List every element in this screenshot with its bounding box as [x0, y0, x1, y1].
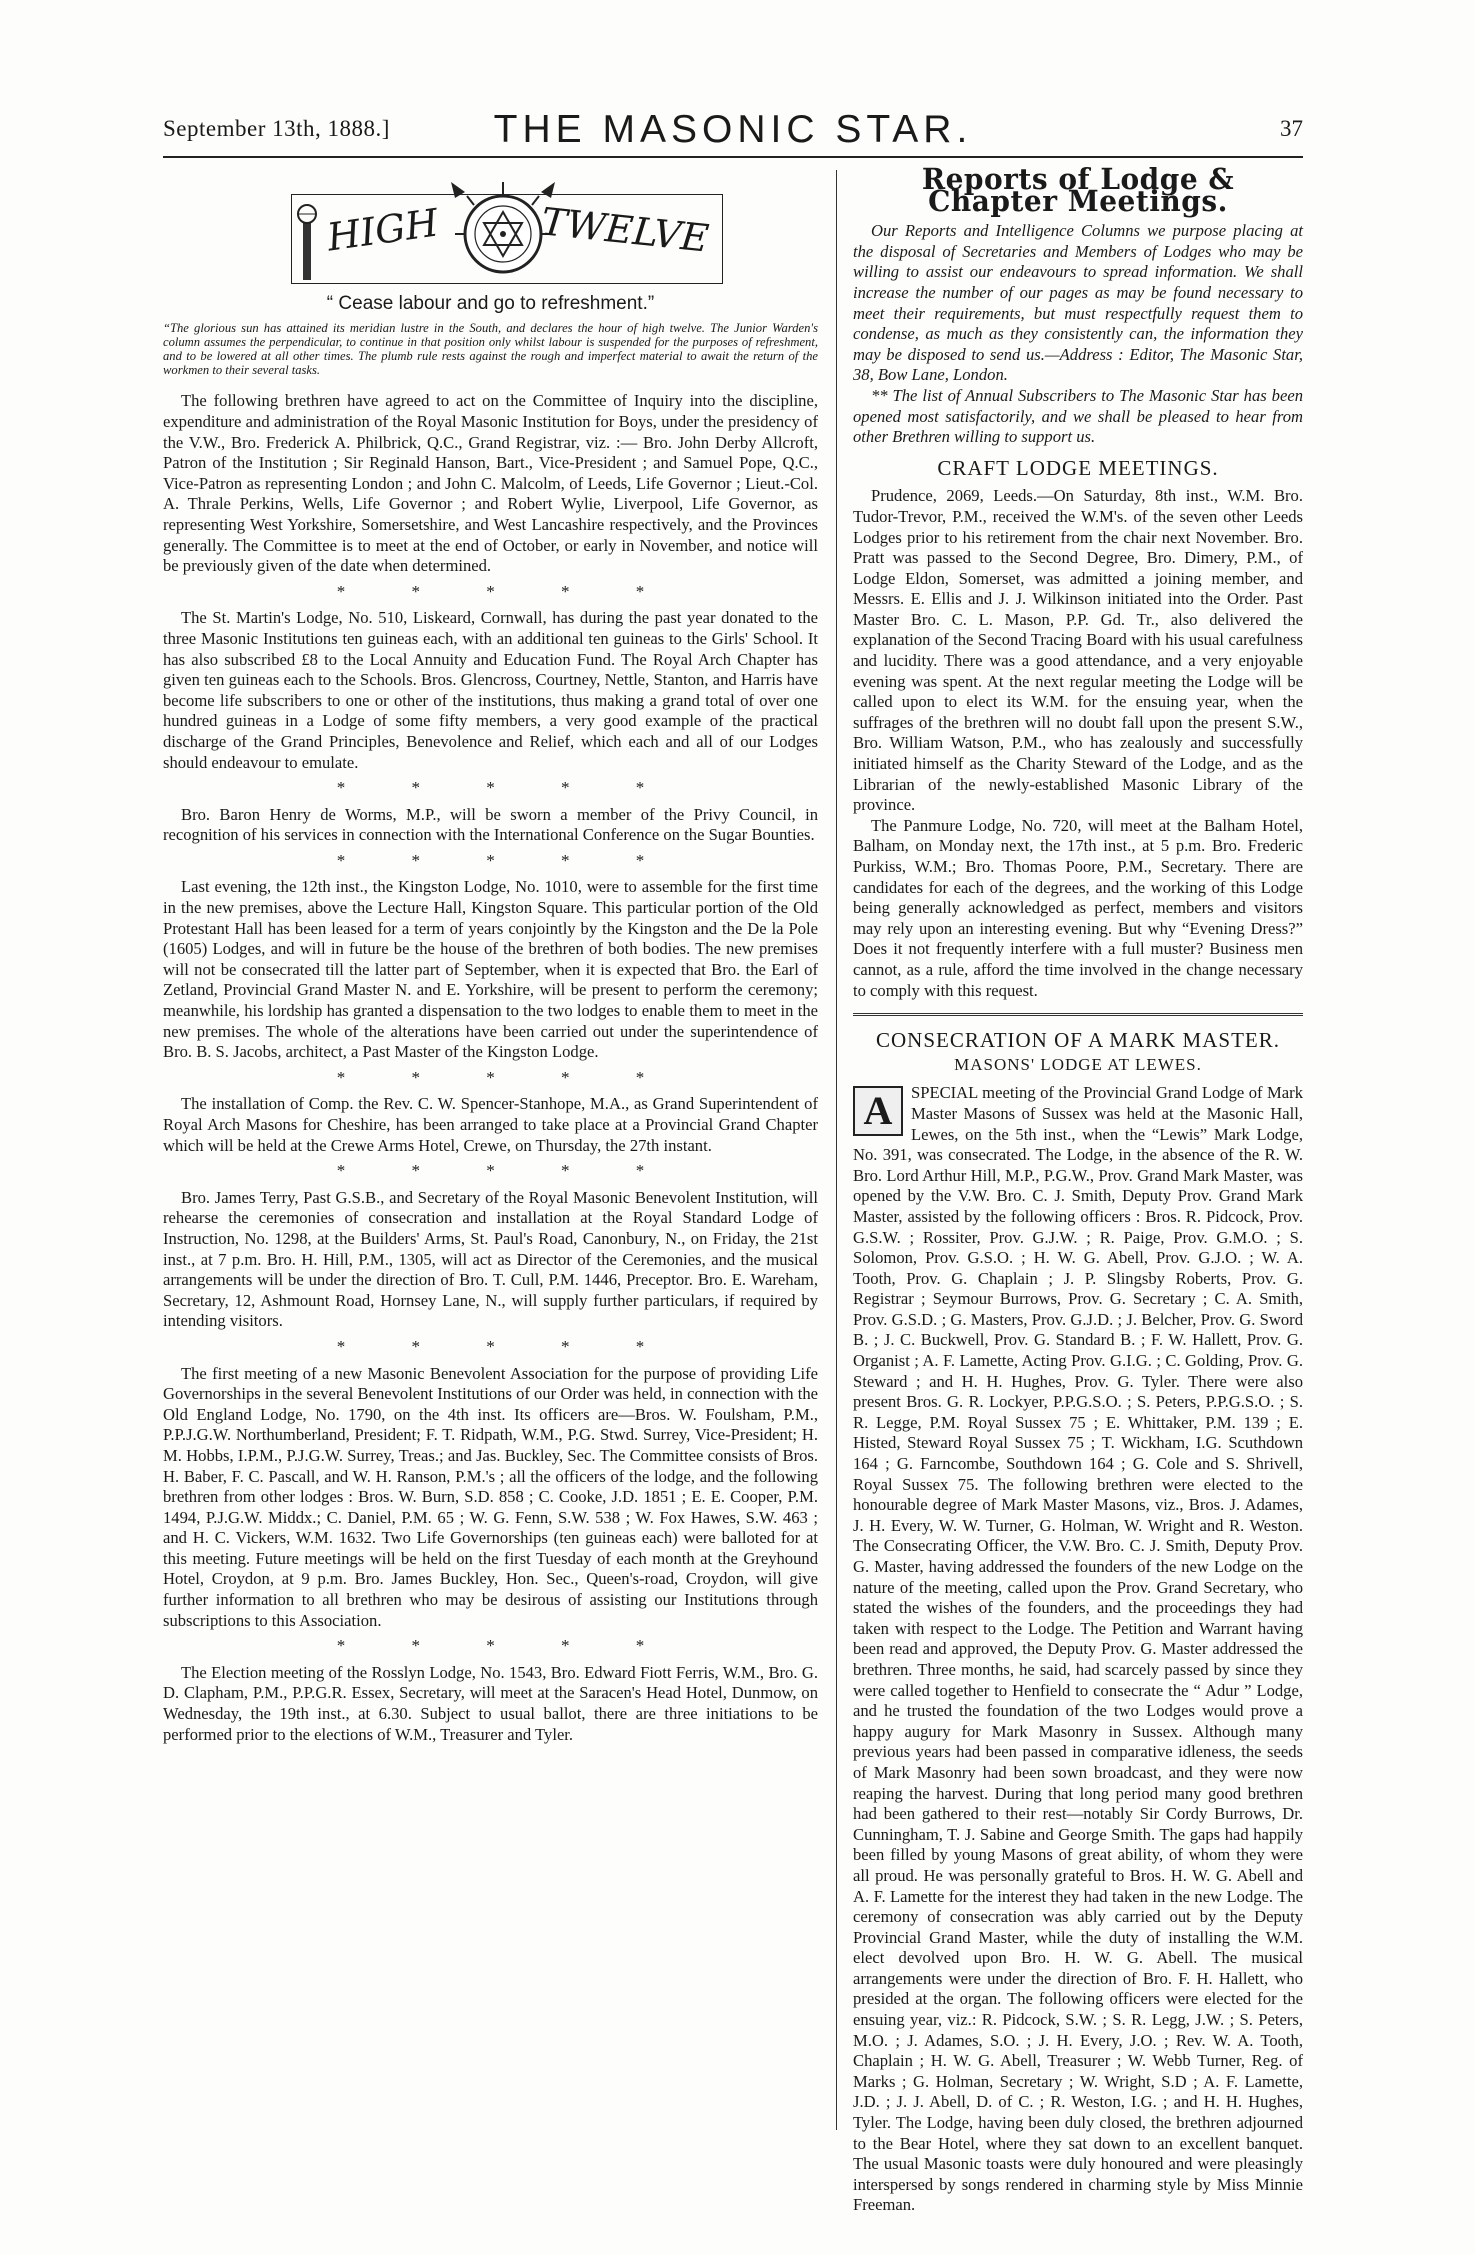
- article-kingston-lodge: Last evening, the 12th inst., the Kingston Lodge, No. 1010, were to assemble for the first time in the new premises, above the Lecture Hall, Kingston Square. This particular portion of the Old Protestant Hall has been leased for a term of years conjointly by the Kingston and the De la Pole (1605) Lodges, and will in future be the house of the brethren of both bodies. The new premises will not be consecrated till the latter part of September, when it is expected that Bro. the Earl of Zetland, Provincial Grand Master N. and E. Yorkshire, will be present to perform the ceremony; meanwhile, his lordship has granted a dispensation to the two lodges to enable them to meet in the new premises. The whole of the alterations have been carried out under the superintendence of Bro. B. S. Jacobs, architect, a Past Master of the Kingston Lodge.: [163, 877, 818, 1062]
- article-committee-inquiry: The following brethren have agreed to act on the Committee of Inquiry into the discipline, expenditure and administration of the Royal Masonic Institution for Boys, under the presidency of the V.W., Bro. Frederick A. Philbrick, Q.C., Grand Registrar, viz. :— Bro. John Derby Allcroft, Patron of the Institution ; Sir Reginald Hanson, Bart., Vice-President ; and Samuel Pope, Q.C., Vice-Patron as representing London ; and John C. Malcolm, of Leeds, Life Governor ; Lieut.-Col. A. Thrale Perkins, Wells, Life Governor ; and Robert Wylie, Liverpool, Life Governor, as representing West Yorkshire, Somersetshire, and West Lancashire respectively, and the Provinces generally. The Committee is to meet at the end of October, or early in November, and notice will be previously given of the date when determined.: [163, 391, 818, 576]
- header-rule: [163, 156, 1303, 158]
- report-prudence-lodge: Prudence, 2069, Leeds.—On Saturday, 8th inst., W.M. Bro. Tudor-Trevor, P.M., received the W.M's. of the seven other Leeds Lodges prior to his retirement from the chair next November. Bro. Pratt was passed to the Second Degree, Bro. Dimery, P.M., of Lodge Eldon, Somerset, was admitted a joining member, and Messrs. E. Ellis and J. J. Wilkinson initiated into the Order. Past Master Bro. C. L. Mason, P.P. Gd. Tr., also delivered the explanation of the Second Tracing Board with his usual carefulness and lucidity. There was a good attendance, and a very enjoyable evening was spent. At the next regular meeting the Lodge will be called upon to elect its W.M. for the ensuing year, when the suffrages of the brethren will no doubt fall upon the present S.W., Bro. William Watson, P.M., who has zealously and successfully initiated himself as the Charity Steward of the Lodge, and as the Librarian of the newly-established Masonic Library of the province.: [853, 486, 1303, 815]
- reports-intro: Our Reports and Intelligence Columns we purpose placing at the disposal of Secretaries and Members of Lodges who may be willing to assist our endeavours to spread information. We shall increase the number of our pages as may be found necessary to meet their requirements, but must respectfully request them to condense, as much as they consistently can, the information they may be disposed to send us.—Address : Editor, The Masonic Star, 38, Bow Lane, London.: [853, 221, 1303, 385]
- report-panmure-lodge: The Panmure Lodge, No. 720, will meet at the Balham Hotel, Balham, on Monday next, the 17th inst., at 5 p.m. Bro. Frederic Purkiss, W.M.; Bro. Thomas Poore, P.M., Secretary. There are candidates for each of the degrees, and the working of this Lodge being generally acknowledged as perfect, members and visitors may rely upon an interesting evening. But why “Evening Dress?” Does it not frequently interfere with a full muster? Business men cannot, as a rule, afford the time involved in the change necessary to comply with this request.: [853, 815, 1303, 1000]
- article-james-terry: Bro. James Terry, Past G.S.B., and Secretary of the Royal Masonic Benevolent Institution, will rehearse the ceremonies of consecration and installation at the Royal Standard Lodge of Instruction, No. 1298, at the Builders' Arms, St. Paul's Road, Canonbury, N., on Friday, the 21st inst., at 7 p.m. Bro. H. Hill, P.M., 1305, will act as Director of the Ceremonies, and the musical arrangements will be under the direction of Bro. T. Cull, P.M. 1446, Preceptor. Bro. E. Wareham, Secretary, 12, Ashmount Road, Hornsey Lane, N., will supply further particulars, if required by intending visitors.: [163, 1187, 818, 1331]
- reports-heading: Reports of Lodge & Chapter Meetings.: [921, 161, 1235, 218]
- article-benevolent-association: The first meeting of a new Masonic Benevolent Association for the purpose of providing Life Governorships in the several Benevolent Institutions of our Order was held, in connection with the Old England Lodge, No. 1790, on the 4th inst. Its officers are—Bros. W. Foulsham, P.M., P.P.J.G.W. Northumberland, President; F. T. Ridpath, W.M., P.G. Stwd. Surrey, Vice-President; H. M. Hobbs, I.P.M., P.J.G.W. Surrey, Treas.; and Jas. Buckley, Sec. The Committee consists of Bros. H. Baber, F. C. Pascall, and W. H. Ranson, P.M.'s ; all the officers of the lodge, and the following brethren from other lodges : Bros. W. Burn, S.D. 858 ; C. Cooke, J.D. 1851 ; E. E. Cooper, P.M. 1494, P.J.G.W. Middx.; C. Daniel, P.M. 65 ; W. G. Fenn, S.W. 538 ; W. Fox Hawes, S.W. 463 ; and H. C. Vickers, W.M. 1632. Two Life Governorships (ten guineas each) were balloted for at this meeting. Future meetings will be held on the first Tuesday of each month at the Greyhound Hotel, Croydon, at 9 p.m. Bro. James Buckley, Hon. Sec., Queen's-road, Croydon, will give further information to all brethren who may be desirous of assisting our Institutions through subscriptions to this Association.: [163, 1363, 818, 1630]
- issue-date: September 13th, 1888.]: [163, 116, 390, 141]
- article-rosslyn-lodge: The Election meeting of the Rosslyn Lodge, No. 1543, Bro. Edward Fiott Ferris, W.M., Bro. G. D. Clapham, P.M., P.P.G.R. Essex, Secretary, will meet at the Saracen's Head Hotel, Dunmow, on Wednesday, the 19th inst., at 6.30. Subject to usual ballot, there are three initiations to be performed prior to the elections of W.M., Treasurer and Tyler.: [163, 1662, 818, 1744]
- subscribers-note: ** The list of Annual Subscribers to The Masonic Star has been opened most satisfactorily, and we shall be pleased to hear from other Brethren willing to support us.: [853, 385, 1303, 447]
- consecration-heading: CONSECRATION OF A MARK MASTER.: [876, 1028, 1280, 1053]
- section-separator: * * * * *: [336, 1336, 645, 1356]
- newspaper-title: THE MASONIC STAR.: [493, 108, 973, 151]
- consecration-report: [853, 1083, 1303, 2216]
- article-spencer-stanhope: The installation of Comp. the Rev. C. W. Spencer-Stanhope, M.A., as Grand Superintendent of Royal Arch Masons for Cheshire, has been arranged to take place at a Provincial Grand Chapter which will be held at the Crewe Arms Hotel, Crewe, on Thursday, the 27th instant.: [163, 1094, 818, 1155]
- banner-motto: “The glorious sun has attained its meridian lustre in the South, and declares the hour of high twelve. The Junior Warden's column assumes the perpendicular, to continue in that position only whilst labour is suspended for the purposes of refreshment, and to be lowered at all other times. The plumb rule rests against the rough and imperfect material to await the return of the workmen to their several tasks.: [163, 320, 818, 378]
- section-separator: * * * * *: [336, 778, 645, 798]
- section-separator: * * * * *: [336, 1161, 645, 1181]
- banner-word-high: HIGH: [324, 200, 442, 260]
- section-separator: * * * * *: [336, 850, 645, 870]
- banner-word-twelve: TWELVE: [539, 199, 711, 261]
- left-column: [163, 170, 818, 1745]
- high-twelve-banner: [291, 178, 721, 288]
- craft-lodge-heading: CRAFT LODGE MEETINGS.: [937, 455, 1219, 480]
- page-number: 37: [1280, 116, 1303, 141]
- article-de-worms: Bro. Baron Henry de Worms, M.P., will be sworn a member of the Privy Council, in recognition of his services in connection with the International Conference on the Sugar Bounties.: [163, 804, 818, 845]
- section-rule: [853, 1013, 1303, 1016]
- section-separator: * * * * *: [336, 581, 645, 601]
- section-separator: * * * * *: [336, 1067, 645, 1087]
- consecration-body: SPECIAL meeting of the Provincial Grand Lodge of Mark Master Masons of Sussex was held at the Masonic Hall, Lewes, on the 5th inst., when the “Lewis” Mark Lodge, No. 391, was consecrated. The Lodge, in the absence of the R. W. Bro. Lord Arthur Hill, M.P., P.G.W., Prov. Grand Mark Master, was opened by the V.W. Bro. C. J. Smith, Deputy Prov. Grand Mark Master, assisted by the following officers : Bros. R. Pidcock, Prov. G.S.W. ; Rossiter, Prov. G.J.W. ; R. Paige, Prov. G.M.O. ; S. Solomon, Prov. G.S.O. ; H. W. G. Abell, Prov. G.J.O. ; W. A. Tooth, Prov. G. Chaplain ; J. P. Slingsby Roberts, Prov. G. Registrar ; Seymour Burrows, Prov. G. Secretary ; C. A. Smith, Prov. G.S.D. ; G. Masters, Prov. G.J.D. ; J. Belcher, Prov. G. Sword B. ; J. C. Buckwell, Prov. G. Standard B. ; F. W. Hallett, Prov. G. Organist ; A. F. Lamette, Acting Prov. G.I.G. ; C. Golding, Prov. G. Steward ; and H. H. Hughes, Prov. G. Tyler. There were also present Bros. G. R. Lockyer, P.P.G.S.O. ; S. Peters, P.P.G.S.O. ; S. R. Legge, P.M. Royal Sussex 75 ; E. Whittaker, P.M. 139 ; E. Histed, Steward Royal Sussex 75 ; T. Wickham, I.G. Scuthdown 164 ; G. Farncombe, Southdown 164 ; G. Cole and S. Shrivell, Royal Sussex 75. The following brethren were elected to the honourable degree of Mark Master Masons, viz., Bros. J. Adames, J. H. Every, W. W. Turner, G. Holman, W. Wright and R. Weston. The Consecrating Officer, the V.W. Bro. C. J. Smith, Deputy Prov. G. Master, having addressed the founders of the new Lodge on the nature of the meeting, called upon the Prov. Grand Secretary, who stated the wishes of the founders, and the proceedings they had taken with respect to the Lodge. The Petition and Warrant having been read and approved, the Deputy Prov. G. Master addressed the brethren. Three months, he said, had scarcely passed by since they were called together to Henfield to consecrate the “ Adur ” Lodge, and he trusted the foundation of the two Lodges would prove a happy augury for Mark Masonry in Sussex. Although many previous years had been passed in comparative idleness, the seeds of Mark Masonry had been sown broadcast, and they were now reaping the harvest. During that long period many good brethren had been gathered to their rest—notably Sir Cordy Burrows, Dr. Cunningham, T. J. Sabine and George Smith. The gaps had happily been filled by young Masons of great ability, of whom they were all proud. He was personally grateful to Bros. H. W. G. Abell and A. F. Lamette for the interest they had taken in the new Lodge. The ceremony of consecration was ably carried out by the Deputy Provincial Grand Master, while the duty of installing the W.M. elect devolved upon Bro. H. W. G. Abell. The musical arrangements were under the direction of Bro. F. H. Hallett, who presided at the organ. The following officers were elected for the ensuing year, viz.: R. Pidcock, S.W. ; S. R. Legg, J.W. ; S. Peters, M.O. ; J. Adames, S.O. ; J. H. Every, J.O. ; Rev. W. A. Tooth, Chaplain ; H. W. G. Abell, Treasurer ; W. Webb Turner, Reg. of Marks ; G. Holman, Secretary ; W. Wright, S.D ; A. F. Lamette, J.D. ; J. J. Abell, D. of C. ; R. Weston, I.G. ; and H. H. Hughes, Tyler. The Lodge, having been duly closed, the brethren adjourned to the Bear Hotel, where they sat down to an excellent banquet. The usual Masonic toasts were duly honoured and were pleasingly interspersed by songs rendered in charming style by Miss Minnie Freeman.: [853, 1083, 1303, 2215]
- section-separator: * * * * *: [336, 1636, 645, 1656]
- drop-cap: A: [853, 1086, 903, 1136]
- column-divider: [836, 170, 837, 2130]
- banner-caption: “ Cease labour and go to refreshment.”: [326, 293, 655, 314]
- right-column: [853, 161, 1303, 2216]
- consecration-subheading: MASONS' LODGE AT LEWES.: [954, 1054, 1202, 1074]
- masthead: [163, 108, 1303, 158]
- article-st-martins-lodge: The St. Martin's Lodge, No. 510, Liskeard, Cornwall, has during the past year donated to the three Masonic Institutions ten guineas each, with an additional ten guineas to the Girls' School. It has also subscribed £8 to the Local Annuity and Education Fund. The Royal Arch Chapter has given ten guineas each to the Schools. Bros. Glencross, Courtney, Nettle, Stanton, and Harris have become life subscribers to one or other of the institutions, thus making a grand total of over one hundred guineas in a Lodge of some fifty members, a very good example of the practical discharge of the Grand Principles, Benevolence and Relief, which each and all of our Lodges should endeavour to emulate.: [163, 608, 818, 772]
